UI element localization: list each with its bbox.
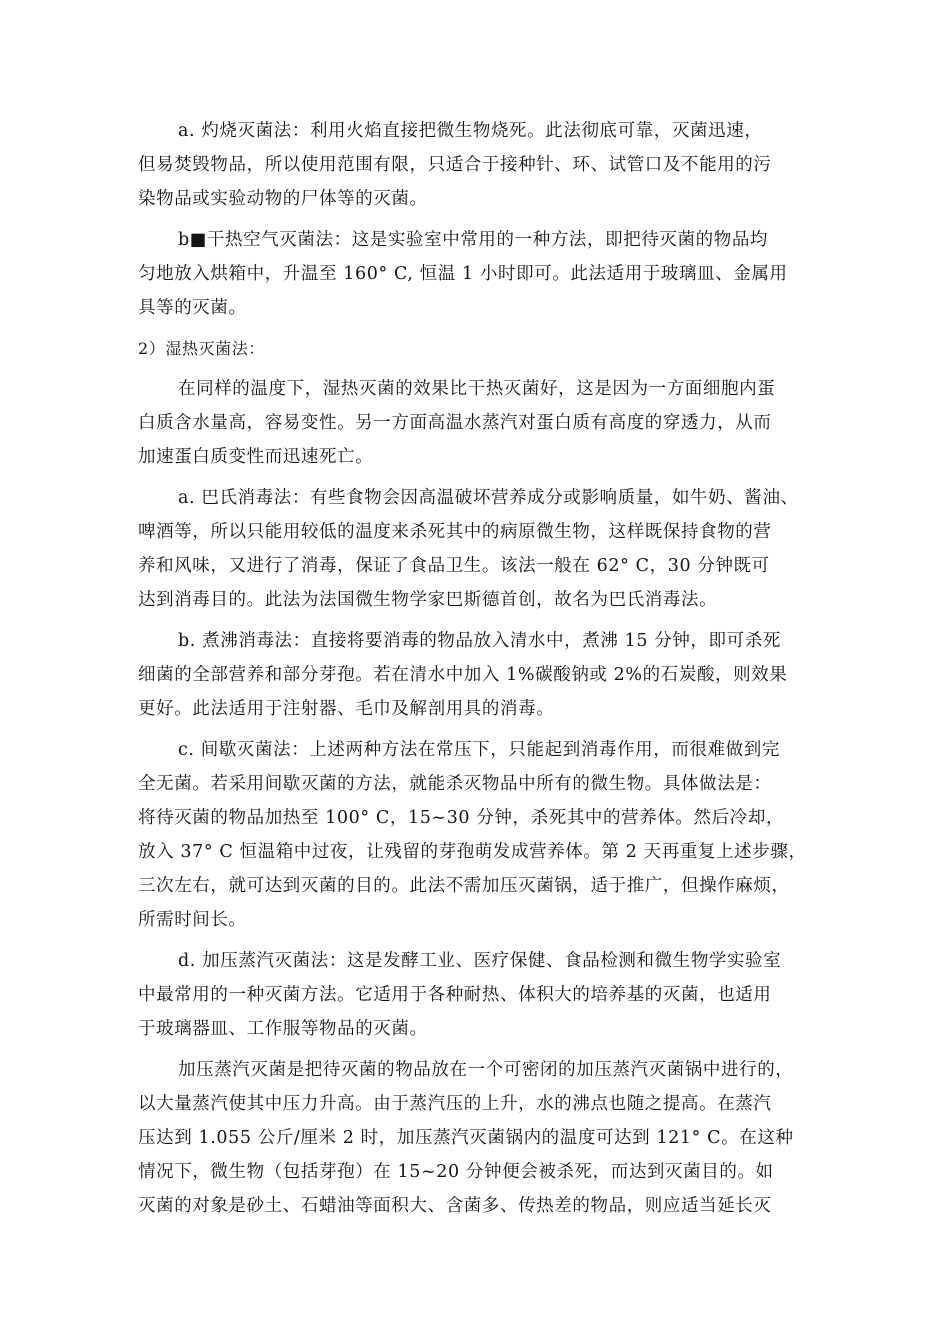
text-line: 灭菌的对象是砂土、石蜡油等面积大、含菌多、传热差的物品，则应适当延长灭 — [138, 1196, 772, 1216]
paragraph-moist-heat-intro — [138, 372, 828, 474]
text-line: 达到消毒目的。此法为法国微生物学家巴斯德首创，故名为巴氏消毒法。 — [138, 590, 718, 610]
paragraph-pasteurization — [138, 481, 828, 617]
text-line: 匀地放入烘箱中，升温至 160° C, 恒温 1 小时即可。此法适用于玻璃皿、金属用 — [138, 264, 788, 284]
text-line: 以大量蒸汽使其中压力升高。由于蒸汽压的上升，水的沸点也随之提高。在蒸汽 — [138, 1094, 772, 1114]
text-line: 于玻璃器皿、工作服等物品的灭菌。 — [138, 1019, 428, 1039]
text-line: 更好。此法适用于注射器、毛巾及解剖用具的消毒。 — [138, 699, 555, 719]
text-line: 白质含水量高，容易变性。另一方面高温水蒸汽对蛋白质有高度的穿透力，从而 — [138, 413, 772, 433]
text-line: 全无菌。若采用间歇灭菌的方法，就能杀灭物品中所有的微生物。具体做法是： — [138, 774, 772, 794]
text-line: 压达到 1.055 公斤/厘米 2 时，加压蒸汽灭菌锅内的温度可达到 121° C。在这种 — [138, 1128, 794, 1148]
text-line: 所需时间长。 — [138, 910, 247, 930]
text-line: 将待灭菌的物品加热至 100° C，15~30 分钟，杀死其中的营养体。然后冷却， — [138, 808, 785, 828]
text-line: a. 巴氏消毒法：有些食物会因高温破坏营养成分或影响质量，如牛奶、酱油、 — [178, 488, 799, 508]
paragraph-pressure-steam-sterilization — [138, 944, 828, 1046]
text-line: 加压蒸汽灭菌是把待灭菌的物品放在一个可密闭的加压蒸汽灭菌锅中进行的， — [178, 1060, 794, 1080]
text-line: b■干热空气灭菌法：这是实验室中常用的一种方法，即把待灭菌的物品均 — [178, 230, 769, 250]
text-line: d. 加压蒸汽灭菌法：这是发酵工业、医疗保健、食品检测和微生物学实验室 — [178, 951, 782, 971]
heading-text: 2）湿热灭菌法： — [138, 339, 265, 358]
text-line: 三次左右，就可达到灭菌的目的。此法不需加压灭菌锅，适于推广，但操作麻烦， — [138, 876, 790, 896]
text-line: 在同样的温度下，湿热灭菌的效果比干热灭菌好，这是因为一方面细胞内蛋 — [178, 379, 776, 399]
text-line: a. 灼烧灭菌法：利用火焰直接把微生物烧死。此法彻底可靠，灭菌迅速， — [178, 121, 763, 141]
paragraph-pressure-steam-detail — [138, 1053, 828, 1223]
paragraph-intermittent-sterilization — [138, 733, 828, 937]
paragraph-dry-heat-sterilization — [138, 223, 828, 325]
paragraph-flame-sterilization — [138, 114, 828, 216]
document-page — [138, 114, 828, 1230]
text-line: 细菌的全部营养和部分芽孢。若在清水中加入 1%碳酸钠或 2%的石炭酸，则效果 — [138, 665, 788, 685]
text-line: 具等的灭菌。 — [138, 298, 247, 318]
text-line: 加速蛋白质变性而迅速死亡。 — [138, 447, 374, 467]
text-line: 但易焚毁物品，所以使用范围有限，只适合于接种针、环、试管口及不能用的污 — [138, 155, 772, 175]
section-heading-moist-heat — [138, 332, 828, 366]
text-line: 啤酒等，所以只能用较低的温度来杀死其中的病原微生物，这样既保持食物的营 — [138, 522, 772, 542]
text-line: b. 煮沸消毒法：直接将要消毒的物品放入清水中，煮沸 15 分钟，即可杀死 — [178, 631, 781, 651]
text-line: c. 间歇灭菌法：上述两种方法在常压下，只能起到消毒作用，而很难做到完 — [178, 740, 780, 760]
text-line: 情况下，微生物（包括芽孢）在 15~20 分钟便会被杀死，而达到灭菌目的。如 — [138, 1162, 774, 1182]
text-line: 养和风味，又进行了消毒，保证了食品卫生。该法一般在 62° C，30 分钟既可 — [138, 556, 770, 576]
text-line: 中最常用的一种灭菌方法。它适用于各种耐热、体积大的培养基的灭菌，也适用 — [138, 985, 772, 1005]
text-line: 放入 37° C 恒温箱中过夜，让残留的芽孢萌发成营养体。第 2 天再重复上述步骤， — [138, 842, 807, 862]
text-line: 染物品或实验动物的尸体等的灭菌。 — [138, 189, 428, 209]
paragraph-boiling-disinfection — [138, 624, 828, 726]
